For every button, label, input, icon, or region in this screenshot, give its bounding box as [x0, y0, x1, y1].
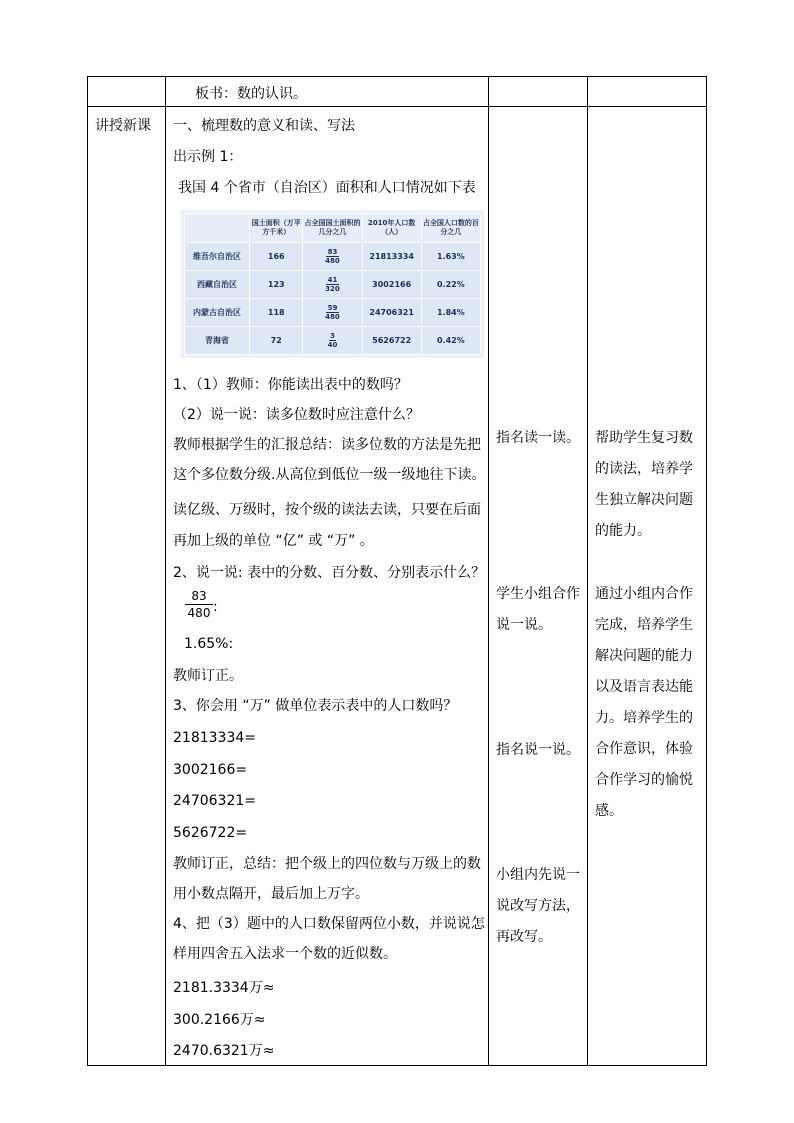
student-activity: 说改写方法， — [496, 898, 580, 914]
fraction-numerator: 3 — [330, 332, 335, 341]
content-line: 再加上级的单位 “亿” 或 “万” 。 — [173, 533, 374, 549]
design-intent: 的读法，培养学 — [595, 461, 693, 477]
student-activity: 说一说。 — [496, 617, 552, 633]
fraction-cell — [303, 327, 362, 355]
percent-cell: 1.84% — [421, 299, 480, 327]
percent-cell: 0.22% — [421, 271, 480, 299]
content-line: 1、（1）教师：你能读出表中的数吗？ — [173, 377, 408, 393]
table-row — [185, 271, 481, 299]
section-label: 讲授新课 — [95, 118, 151, 134]
design-intent: 解决问题的能力 — [595, 648, 693, 664]
design-intent: 力。培养学生的 — [595, 710, 693, 726]
table-header-cell — [185, 214, 250, 243]
design-intent: 生独立解决问题 — [595, 492, 693, 508]
population-data-table — [181, 210, 484, 358]
row-divider — [88, 106, 706, 107]
fraction-cell — [303, 271, 362, 299]
fraction-cell — [303, 243, 362, 271]
table-header-cell: 国土面积（万平方千米） — [250, 214, 303, 243]
fraction-denominator: 40 — [327, 341, 338, 350]
fraction-numerator: 83 — [191, 589, 207, 603]
table-header-cell: 占全国国土面积的几分之几 — [303, 214, 362, 243]
fraction-denominator: 320 — [325, 285, 340, 294]
board-title: 板书：数的认识。 — [195, 86, 307, 102]
design-intent: 感。 — [595, 803, 623, 819]
summary-line: 4、把（3）题中的人口数保留两位小数，并说说怎 — [173, 916, 485, 932]
correction-line: 教师订正。 — [173, 668, 243, 684]
content-line: （2）说一说：读多位数时应注意什么？ — [173, 407, 420, 423]
population-cell: 5626722 — [362, 327, 421, 355]
population-cell: 24706321 — [362, 299, 421, 327]
table-row — [185, 243, 481, 271]
table-header-cell: 2010年人口数（人） — [362, 214, 421, 243]
region-cell: 青海省 — [185, 327, 250, 355]
table-header-cell: 占全国人口数的百分之几 — [421, 214, 480, 243]
design-intent: 通过小组内合作 — [595, 586, 693, 602]
example-label: 出示例 1： — [173, 149, 243, 165]
student-activity: 学生小组合作 — [496, 586, 580, 602]
content-line: 教师根据学生的汇报总结：读多位数的方法是先把 — [173, 437, 481, 453]
content-line: 读亿级、万级时，按个级的读法去读，只要在后面 — [173, 502, 481, 518]
population-cell: 21813334 — [362, 243, 421, 271]
population-line: 3002166= — [173, 762, 248, 778]
population-cell: 3002166 — [362, 271, 421, 299]
student-activity: 指名说一说。 — [496, 742, 580, 758]
design-intent: 帮助学生复习数 — [595, 430, 693, 446]
area-cell: 123 — [250, 271, 303, 299]
fraction-numerator: 41 — [327, 276, 338, 285]
design-intent: 以及语言表达能 — [595, 679, 693, 695]
fraction-denominator: 480 — [325, 257, 340, 266]
content-line: 这个多位数分级.从高位到低位一级一级地往下读。 — [173, 467, 486, 483]
area-cell: 166 — [250, 243, 303, 271]
population-line: 5626722= — [173, 825, 248, 841]
population-line: 21813334= — [173, 730, 256, 746]
fraction-numerator: 59 — [327, 304, 338, 313]
column-divider — [488, 77, 489, 1065]
content-line: 2、说一说: 表中的分数、百分数、分别表示什么？ — [173, 565, 486, 581]
column-divider — [165, 77, 166, 1065]
area-cell: 72 — [250, 327, 303, 355]
region-cell: 西藏自治区 — [185, 271, 250, 299]
summary-line: 教师订正，总结：把个级上的四位数与万级上的数 — [173, 856, 481, 872]
table-caption: 我国 4 个省市（自治区）面积和人口情况如下表 — [178, 180, 476, 196]
student-activity: 小组内先说一 — [496, 867, 580, 883]
fraction-denominator: 480 — [187, 606, 211, 620]
fraction-numerator: 83 — [327, 248, 338, 257]
design-intent: 合作意识，体验 — [595, 741, 693, 757]
question-3: 3、你会用 “万” 做单位表示表中的人口数吗？ — [173, 698, 458, 714]
area-cell: 118 — [250, 299, 303, 327]
student-activity: 再改写。 — [496, 929, 552, 945]
percent-cell: 0.42% — [421, 327, 480, 355]
fraction-cell — [303, 299, 362, 327]
percent-cell: 1.63% — [421, 243, 480, 271]
fraction-denominator: 480 — [325, 313, 340, 322]
population-line: 24706321= — [173, 793, 256, 809]
design-intent: 合作学习的愉悦 — [595, 772, 693, 788]
fraction-suffix: : — [213, 599, 218, 615]
approx-line: 2181.3334万≈ — [173, 980, 275, 996]
content-heading: 一、梳理数的意义和读、写法 — [173, 118, 355, 134]
region-cell: 维吾尔自治区 — [185, 243, 250, 271]
student-activity: 指名读一读。 — [496, 430, 580, 446]
design-intent: 完成，培养学生 — [595, 617, 693, 633]
design-intent: 的能力。 — [595, 523, 651, 539]
summary-line: 用小数点隔开，最后加上万字。 — [173, 886, 369, 902]
approx-line: 300.2166万≈ — [173, 1012, 266, 1028]
fraction-example — [185, 589, 213, 620]
summary-line: 样用四舍五入法求一个数的近似数。 — [173, 946, 397, 962]
percent-example: 1.65%: — [184, 636, 234, 652]
column-divider — [587, 77, 588, 1065]
table-row — [185, 327, 481, 355]
region-cell: 内蒙古自治区 — [185, 299, 250, 327]
table-row — [185, 299, 481, 327]
approx-line: 2470.6321万≈ — [173, 1043, 275, 1059]
